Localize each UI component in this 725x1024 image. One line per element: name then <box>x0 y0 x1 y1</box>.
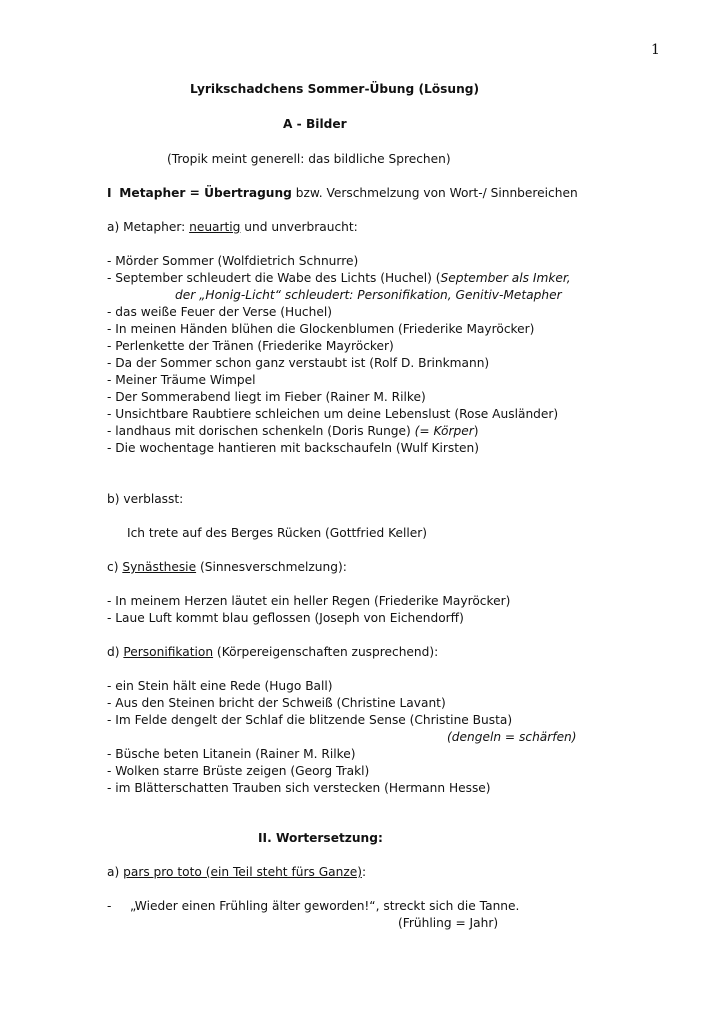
list-item: - Mörder Sommer (Wolfdietrich Schnurre) <box>107 254 359 268</box>
list-item: - ein Stein hält eine Rede (Hugo Ball) <box>107 679 333 693</box>
list-item: - im Blätterschatten Trauben sich verstecken (Hermann Hesse) <box>107 781 491 795</box>
list-item: - Aus den Steinen bricht der Schweiß (Christine Lavant) <box>107 696 446 710</box>
document-title: Lyrikschadchens Sommer-Übung (Lösung) <box>190 82 480 96</box>
list-item <box>107 271 571 286</box>
section-a-heading: A - Bilder <box>283 117 347 131</box>
list-item-text: ) <box>473 424 479 438</box>
part-c-suffix: (Sinnesverschmelzung): <box>196 560 347 574</box>
part-c-underlined: Synästhesie <box>122 560 197 574</box>
list-item-annotation: (Frühling = Jahr) <box>398 916 499 930</box>
part-2a-heading <box>107 865 366 880</box>
list-item-text: - landhaus mit dorischen schenkeln (Doris Runge) <box>107 424 415 438</box>
part-c-prefix: c) <box>107 560 123 574</box>
list-item: - Der Sommerabend liegt im Fieber (Rainer M. Rilke) <box>107 390 426 404</box>
heading-numeral: I <box>107 186 112 200</box>
page-number: 1 <box>651 42 660 58</box>
part-2a-suffix: : <box>362 865 367 879</box>
part-a-prefix: a) Metapher: <box>107 220 190 234</box>
list-item <box>107 424 479 439</box>
part-a-heading <box>107 220 358 235</box>
metaphor-definition-rest: bzw. Verschmelzung von Wort-/ Sinnbereichen <box>291 186 578 200</box>
list-item: - Da der Sommer schon ganz verstaubt ist (Rolf D. Brinkmann) <box>107 356 490 370</box>
tropik-note: (Tropik meint generell: das bildliche Sprechen) <box>167 152 451 166</box>
list-item: - Laue Luft kommt blau geflossen (Joseph von Eichendorff) <box>107 611 464 625</box>
list-item: - Büsche beten Litanein (Rainer M. Rilke) <box>107 747 356 761</box>
part-d-heading <box>107 645 438 660</box>
list-item: - In meinem Herzen läutet ein heller Regen (Friederike Mayröcker) <box>107 594 511 608</box>
list-item: - Meiner Träume Wimpel <box>107 373 256 387</box>
list-item: „Wieder einen Frühling älter geworden!“, streckt sich die Tanne. <box>130 899 520 913</box>
part-d-suffix: (Körpereigenschaften zusprechend): <box>213 645 439 659</box>
metaphor-heading <box>107 186 578 201</box>
list-item-annotation: (dengeln = schärfen) <box>447 730 577 744</box>
list-item-annotation: (= Körper <box>414 424 474 438</box>
list-item: - Im Felde dengelt der Schlaf die blitzende Sense (Christine Busta) <box>107 713 513 727</box>
list-item: - Unsichtbare Raubtiere schleichen um deine Lebenslust (Rose Ausländer) <box>107 407 559 421</box>
part-a-underlined: neuartig <box>189 220 241 234</box>
part-d-underlined: Personifikation <box>123 645 214 659</box>
list-item: - Die wochentage hantieren mit backschaufeln (Wulf Kirsten) <box>107 441 480 455</box>
list-item: - In meinen Händen blühen die Glockenblumen (Friederike Mayröcker) <box>107 322 535 336</box>
list-item: - Perlenkette der Tränen (Friederike Mayröcker) <box>107 339 394 353</box>
list-item: - Wolken starre Brüste zeigen (Georg Trakl) <box>107 764 370 778</box>
part-b-heading: b) verblasst: <box>107 492 184 506</box>
metaphor-definition: Metapher = Übertragung <box>119 186 292 200</box>
part-2a-underlined: pars pro toto (ein Teil steht fürs Ganze) <box>123 865 362 879</box>
list-item-annotation: September als Imker, <box>440 271 571 285</box>
part-a-suffix: und unverbraucht: <box>240 220 358 234</box>
section-2-heading: II. Wortersetzung: <box>258 831 383 845</box>
part-b-example: Ich trete auf des Berges Rücken (Gottfried Keller) <box>127 526 427 540</box>
part-d-prefix: d) <box>107 645 124 659</box>
list-item-annotation: der „Honig-Licht“ schleudert: Personifikation, Genitiv-Metapher <box>175 288 562 302</box>
list-item: - das weiße Feuer der Verse (Huchel) <box>107 305 332 319</box>
list-item-dash: - <box>107 899 112 913</box>
list-item-text: - September schleudert die Wabe des Lichts (Huchel) ( <box>107 271 441 285</box>
part-2a-prefix: a) <box>107 865 124 879</box>
part-c-heading <box>107 560 347 575</box>
